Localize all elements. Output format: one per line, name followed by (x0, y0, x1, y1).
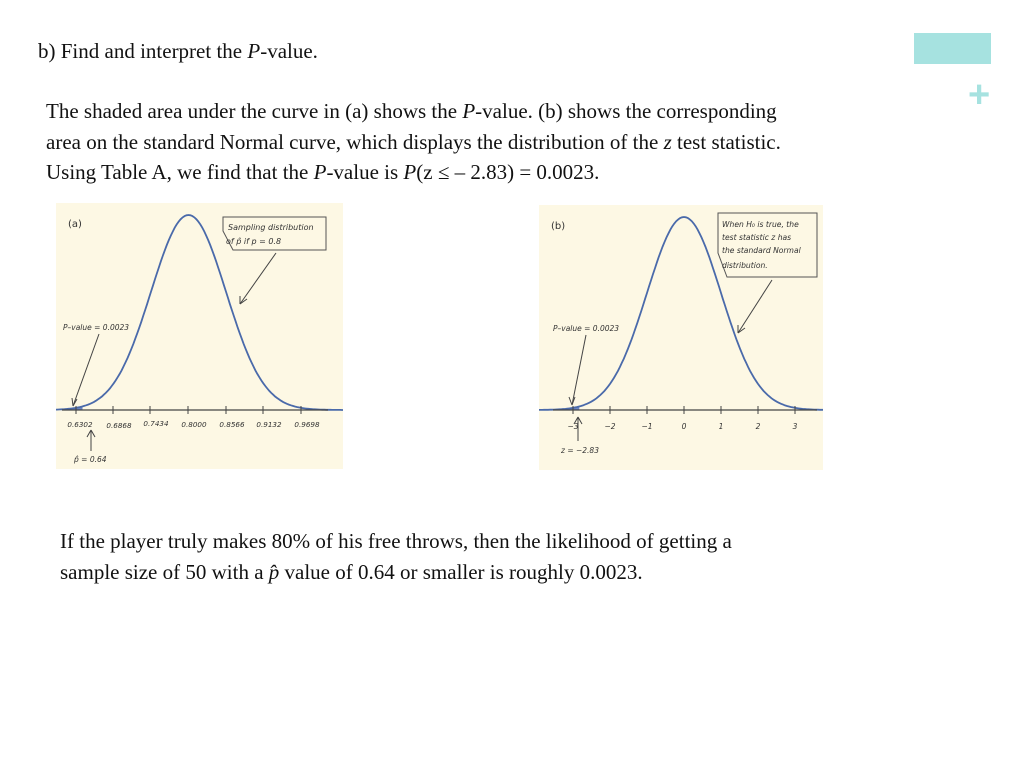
tick-label-b: 0 (681, 422, 687, 431)
conclusion-line-1: If the player truly makes 80% of his free throws, then the likelihood of getting a (60, 529, 732, 553)
intro-p: P (313, 160, 327, 184)
tick-label-a: 0.6868 (106, 421, 132, 430)
pvalue-label-a: P–value = 0.0023 (63, 323, 130, 332)
intro-p: P (462, 99, 476, 123)
conclusion-text: sample size of 50 with a (60, 560, 269, 584)
intro-paragraph (46, 96, 996, 188)
intro-text: -value. (b) shows the corresponding (475, 99, 777, 123)
pvalue-label-b: P–value = 0.0023 (553, 324, 620, 333)
title-suffix: -value. (260, 39, 318, 63)
figure-a-label: (a) (68, 219, 82, 230)
intro-z: z (663, 129, 672, 154)
intro-text: The shaded area under the curve in (a) shows the (46, 99, 463, 123)
tick-label-b: 1 (718, 422, 724, 431)
tick-label-a: 0.7434 (143, 419, 169, 428)
intro-text: test statistic. (671, 129, 781, 154)
callout-b-line-1: When H₀ is true, the (722, 220, 799, 229)
tick-label-b: 3 (792, 422, 798, 431)
figure-b-label: (b) (551, 221, 566, 232)
tick-label-b: 2 (755, 422, 761, 431)
intro-line-3 (46, 157, 996, 188)
intro-text: Using Table A, we find that the (46, 160, 314, 184)
tick-label-b: −1 (641, 422, 653, 431)
title-p: P (247, 39, 261, 63)
tick-label-a: 0.6302 (67, 420, 93, 429)
phat-label: p̂ = 0.64 (74, 455, 107, 464)
tick-label-b: −3 (567, 422, 579, 431)
accent-bar (914, 33, 991, 64)
conclusion-line-2 (60, 557, 960, 588)
conclusion-text: value of 0.64 or smaller is roughly 0.0023. (279, 560, 643, 584)
figure-a-svg (56, 203, 343, 469)
plus-icon: + (968, 74, 991, 116)
callout-b-line-3: the standard Normal (722, 246, 801, 255)
intro-p: P (403, 160, 417, 184)
callout-a-line-1: Sampling distribution (228, 223, 314, 232)
callout-a-line-2: of p̂ if p = 0.8 (226, 237, 282, 246)
callout-b-line-4: distribution. (722, 261, 768, 270)
tick-label-b: −2 (604, 422, 616, 431)
tick-label-a: 0.8566 (219, 420, 245, 429)
slide-title (38, 38, 318, 64)
callout-b-line-2: test statistic z has (722, 233, 792, 242)
tick-label-a: 0.8000 (181, 420, 207, 429)
figure-a (56, 203, 343, 469)
conclusion-paragraph (60, 526, 960, 588)
intro-text: area on the standard Normal curve, which displays the distribution of the (46, 129, 664, 154)
intro-text: -value is (326, 160, 404, 184)
figure-b (539, 205, 823, 470)
intro-text: (z ≤ – 2.83) = 0.0023. (416, 160, 600, 184)
conclusion-phat: p̂ (268, 560, 280, 584)
z-label: z = −2.83 (561, 446, 599, 455)
title-prefix: b) Find and interpret the (38, 39, 248, 63)
figure-b-svg (539, 205, 823, 470)
intro-line-1 (46, 96, 996, 127)
tick-label-a: 0.9132 (256, 420, 282, 429)
tick-label-a: 0.9698 (294, 420, 320, 429)
intro-line-2 (46, 127, 996, 158)
